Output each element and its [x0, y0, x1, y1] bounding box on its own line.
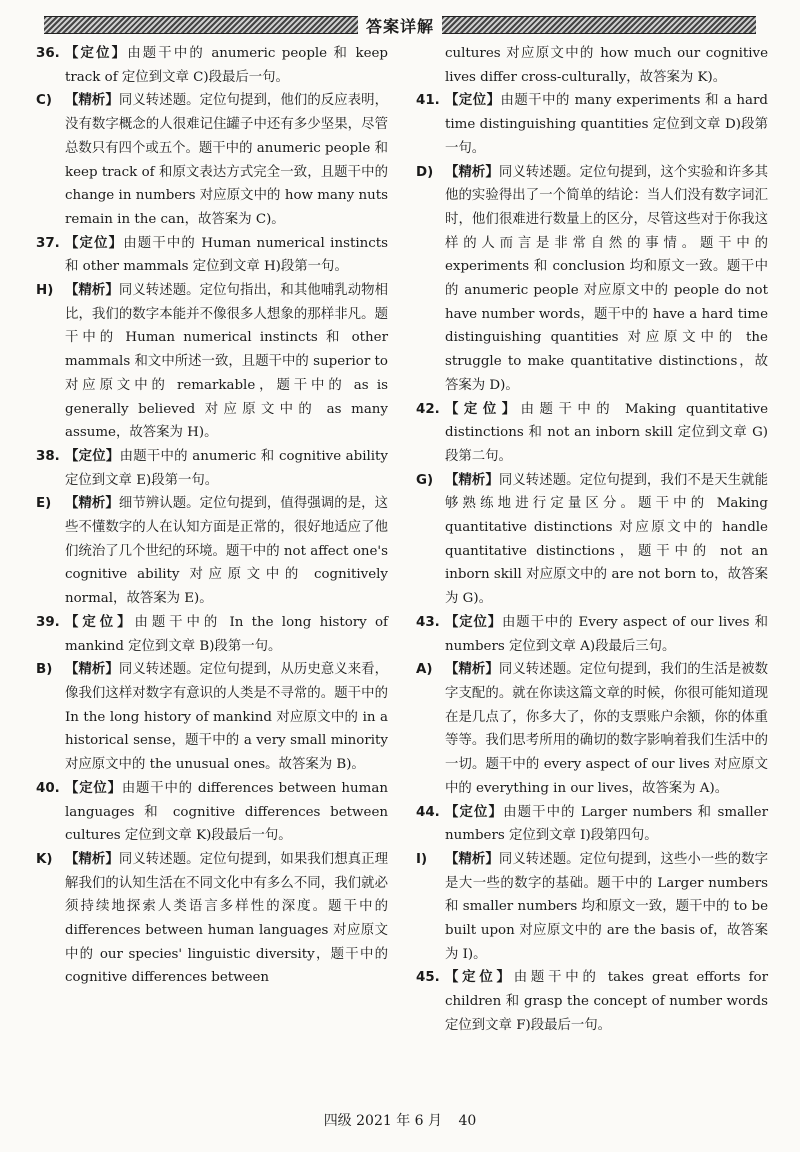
entry-text: 由题干中的 Larger numbers 和 smaller numbers 定位到文章 I)段第四句。: [445, 804, 769, 844]
entry-tag: 【定位】: [65, 46, 128, 61]
answer-entry: [36, 777, 388, 848]
answer-entry: [416, 398, 768, 469]
entry-label: K): [36, 851, 53, 867]
entry-label: 39.: [36, 614, 60, 630]
answer-entry: [416, 611, 768, 658]
answer-entry: [36, 232, 388, 279]
entry-text: 同义转述题。定位句提到，从历史意义来看，像我们这样对数字有意识的人类是不寻常的。题干中的 In the long history of mankind 对应原文中的 in a historical sense，题干中的 a very small minority 对应原文中的 the unusual ones。故答案为 B)。: [65, 662, 389, 773]
entry-text: 由题干中的 anumeric people 和 keep track of 定位到文章 C)段最后一句。: [65, 46, 389, 85]
entry-text: 同义转述题。定位句指出，和其他哺乳动物相比，我们的数字本能并不像很多人想象的那样非凡。题干中的 Human numerical instincts 和 other mammals 和文中所述一致，且题干中的 superior to 对应原文中的 remarkable，题干中的 as is generally believed 对应原文中的 as many assume，故答案为 H)。: [65, 283, 389, 441]
entry-text: 由题干中的 many experiments 和 a hard time distinguishing quantities 定位到文章 D)段第一句。: [445, 93, 769, 156]
entry-tag: 【精析】: [65, 283, 119, 299]
entry-tag: 【定位】: [445, 614, 503, 630]
entry-body: [65, 658, 388, 777]
answer-entry: [416, 801, 768, 848]
entry-text: 由题干中的 anumeric 和 cognitive ability 定位到文章 E)段第一句。: [65, 448, 389, 488]
answer-entry: [416, 89, 768, 160]
answer-entry: [416, 966, 768, 1037]
entry-text: 由题干中的 takes great efforts for children 和 grasp the concept of number words 定位到文章 F)段最后一句。: [445, 970, 768, 1033]
entry-body: [65, 445, 388, 492]
entry-tag: 【定位】: [65, 448, 120, 464]
answer-entry: [36, 279, 388, 445]
entry-body: [445, 469, 768, 611]
entry-tag: 【精析】: [65, 496, 119, 512]
entry-body: [445, 161, 768, 398]
entry-label: E): [36, 496, 52, 512]
answer-entry: [36, 42, 388, 89]
entry-text: 由题干中的 In the long history of mankind 定位到文章 B)段第一句。: [65, 614, 388, 654]
entry-tag: 【定位】: [65, 614, 135, 630]
answer-entry: [36, 492, 388, 611]
entry-text: 由题干中的 Making quantitative distinctions 和 not an inborn skill 定位到文章 G)段第二句。: [445, 401, 768, 464]
entry-label: 37.: [36, 235, 60, 251]
entry-tag: 【精析】: [445, 164, 499, 180]
entry-text: 同义转述题。定位句提到，我们的生活是被数字支配的。就在你读这篇文章的时候，你很可能知道现在是几点了，你多大了，你的支票账户余额，你的体重等等。我们思考所用的确切的数字影响着我们生活中的一切。题干中的 every aspect of our lives 对应原文中的 everything in our lives，故答案为 A)。: [445, 662, 769, 796]
entry-tag: 【精析】: [65, 662, 119, 678]
entry-label: 36.: [36, 46, 60, 61]
entry-text: 同义转述题。定位句提到，这个实验和许多其他的实验得出了一个简单的结论：当人们没有数字词汇时，他们很难进行数量上的区分，尽管这些对于你我这样的人而言是非常自然的事情。题干中的 experiments 和 conclusion 均和原文一致。题干中的 anumeric people 对应原文中的 people do not have number words，题干中的 have a hard time distinguishing quantities 对应原文中的 the struggle to make quantitative distinctions，故答案为 D)。: [445, 164, 769, 393]
entry-text: 同义转述题。定位句提到，这些小一些的数字是大一些的数字的基础。题干中的 Larger numbers 和 smaller numbers 均和原文一致，题干中的 to be built upon 对应原文中的 are the basis of，故答案为 I)。: [445, 851, 769, 962]
page-header: [44, 14, 756, 36]
answer-entry: [36, 611, 388, 658]
footer-exam: 四级 2021 年 6 月: [323, 1113, 443, 1129]
entry-label: 38.: [36, 448, 60, 464]
entry-body: [65, 492, 388, 611]
entry-label: 45.: [416, 970, 440, 986]
entry-label: B): [36, 662, 53, 678]
left-column: [36, 42, 388, 990]
entry-tag: 【定位】: [65, 780, 122, 796]
entry-label: 41.: [416, 93, 440, 109]
entry-label: D): [416, 164, 434, 180]
header-hatch-left: [44, 16, 358, 34]
entry-body: [65, 279, 388, 445]
entry-body: [445, 848, 768, 967]
entry-body: [445, 966, 768, 1037]
entry-label: G): [416, 472, 434, 488]
entry-tag: 【定位】: [445, 970, 514, 986]
entry-tag: 【精析】: [65, 93, 119, 109]
page-footer: [0, 1110, 800, 1130]
answer-entry: [36, 445, 388, 492]
entry-label: 40.: [36, 780, 60, 796]
page-number: 40: [458, 1113, 477, 1129]
header-title: 答案详解: [366, 16, 435, 36]
entry-tag: 【定位】: [445, 93, 501, 109]
entry-label: I): [416, 851, 428, 867]
entry-body: [445, 611, 768, 658]
entry-tag: 【精析】: [445, 851, 499, 867]
entry-text: 由题干中的 Human numerical instincts 和 other mammals 定位到文章 H)段第一句。: [65, 235, 388, 275]
entry-body: [65, 777, 388, 848]
answer-entry: [416, 848, 768, 967]
answer-entry: [416, 161, 768, 398]
entry-body: [65, 611, 388, 658]
entry-text: 同义转述题。定位句提到，他们的反应表明，没有数字概念的人很难记住罐子中还有多少坚果，尽管总数只有四个或五个。题干中的 anumeric people 和 keep track of 和原文表达方式完全一致，且题干中的 change in numbers 对应原文中的 how many nuts remain in the can，故答案为 C)。: [65, 93, 389, 227]
entry-label: H): [36, 283, 54, 299]
entry-tag: 【精析】: [65, 851, 119, 867]
entry-label: 42.: [416, 401, 440, 417]
header-hatch-right: [442, 16, 756, 34]
entry-tag: 【定位】: [445, 804, 504, 820]
entry-body: [445, 89, 768, 160]
answer-entry: [416, 658, 768, 800]
answer-entry: [36, 89, 388, 231]
answer-entry: [36, 848, 388, 990]
entry-body: [65, 42, 388, 89]
entry-body: [445, 658, 768, 800]
entry-tag: 【精析】: [445, 662, 499, 678]
entry-body: [445, 398, 768, 469]
entry-label: C): [36, 93, 52, 109]
entry-label: A): [416, 662, 433, 678]
entry-body: [445, 801, 768, 848]
entry-body: [65, 848, 388, 990]
entry-label: 43.: [416, 614, 440, 630]
entry-text: 由题干中的 differences between human languages 和 cognitive differences between cultures 定位到文章 K)段最后一句。: [65, 780, 388, 844]
right-column: [416, 42, 768, 1038]
entry-text: 由题干中的 Every aspect of our lives 和 numbers 定位到文章 A)段最后三句。: [445, 614, 768, 654]
entry-text: 同义转述题。定位句提到，我们不是天生就能够熟练地进行定量区分。题干中的 Making quantitative distinctions 对应原文中的 handle quantitative distinctions，题干中的 not an inborn skill 对应原文中的 are not born to，故答案为 G)。: [445, 472, 769, 607]
answer-entry: [36, 658, 388, 777]
entry-tag: 【定位】: [445, 401, 521, 417]
entry-label: 44.: [416, 804, 440, 820]
entry-body: [65, 89, 388, 231]
entry-body: [65, 232, 388, 279]
entry-text: 细节辨认题。定位句提到，值得强调的是，这些不懂数字的人在认知方面是正常的，很好地适应了他们统治了几个世纪的环境。题干中的 not affect one's cognitive ability 对应原文中的 cognitively normal，故答案为 E)。: [65, 496, 389, 607]
entry-tag: 【精析】: [445, 472, 499, 488]
entry-tag: 【定位】: [65, 235, 124, 251]
answer-entry: [416, 469, 768, 611]
continued-text: cultures 对应原文中的 how much our cognitive lives differ cross-culturally，故答案为 K)。: [445, 46, 768, 85]
entry-text: 同义转述题。定位句提到，如果我们想真正理解我们的认知生活在不同文化中有多么不同，我们就必须持续地探索人类语言多样性的深度。题干中的 differences between human languages 对应原文中的 our species' linguistic diversity，题干中的 cognitive differences between: [65, 851, 389, 986]
